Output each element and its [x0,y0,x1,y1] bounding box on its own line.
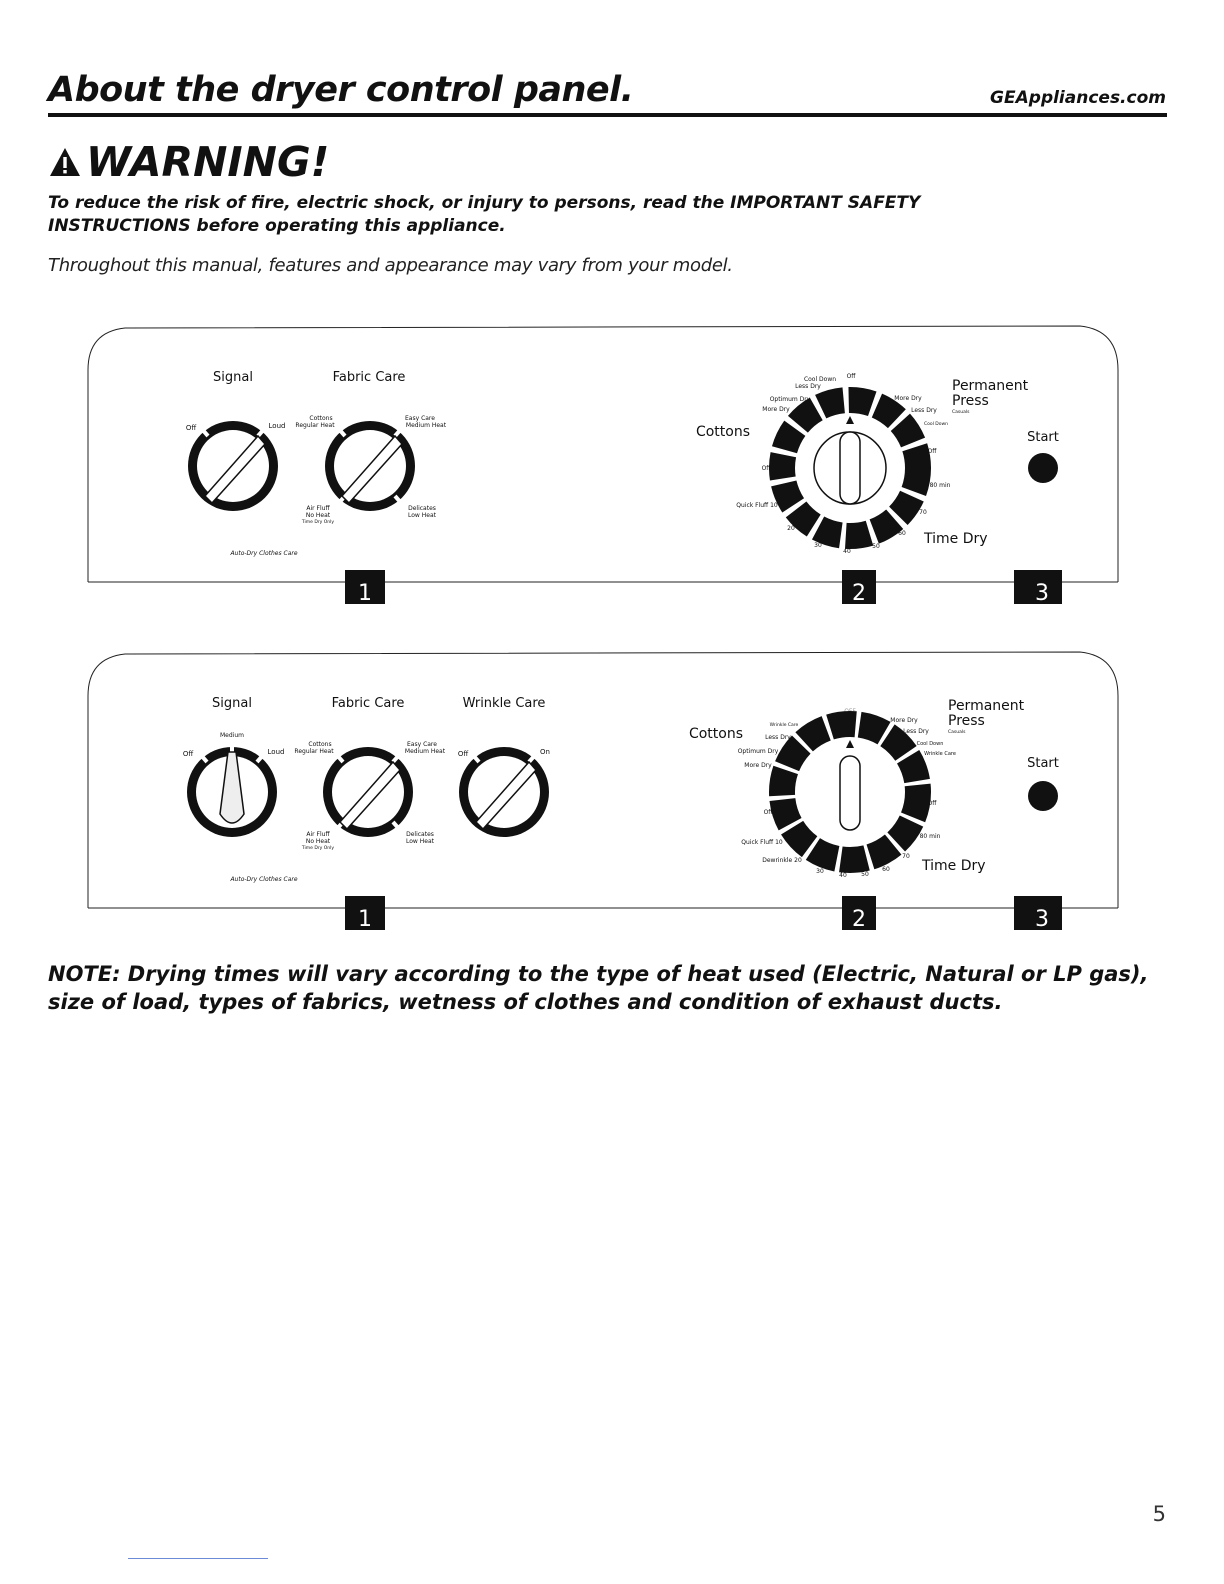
fabric-delicates-label: Delicates [408,505,436,512]
cycle-40-label: 40 [839,872,847,879]
cycle-cool-down-left-label: Cool Down [803,376,837,383]
cycle-optimum-dry-label: Optimum Dry [737,748,779,755]
marker-2 [842,570,876,606]
cycle-more-dry-right-label: More Dry [890,717,918,724]
marker-3-label: 3 [1035,581,1049,606]
fabric-care-knob[interactable] [325,421,415,511]
cycle-wrinkle-care-right-label: Wrinkle Care [924,751,956,757]
wrinkle-care-knob[interactable] [459,747,549,837]
cycle-dewrinkle-label: Dewrinkle 20 [762,857,802,864]
cycle-more-dry-left-label: More Dry [762,406,790,413]
wrinkle-on-label: On [540,748,550,756]
cycle-off-left-label: Off [761,465,771,472]
cycle-quick-fluff-label: Quick Fluff 10 [741,839,783,846]
cycle-70-label: 70 [902,853,910,860]
page-title: About the dryer control panel. [48,70,634,110]
fabric-time-dry-only-label: Time Dry Only [301,846,335,851]
cycle-40-label: 40 [843,548,851,555]
signal-off-label: Off [185,424,197,432]
fabric-no-heat-label: No Heat [305,838,331,845]
warning-text: To reduce the risk of fire, electric shock, or injury to persons, read the IMPORTANT SAFETY INSTRUCTIONS before operating this appliance. [48,193,921,236]
cycle-selector-dial[interactable] [782,724,918,860]
fabric-regular-heat-label: Regular Heat [294,748,334,755]
cycle-time-dry-label: Time Dry [924,531,988,547]
cycle-permanent-label: Permanent [952,378,1029,394]
cycle-more-dry-left-label: More Dry [744,762,772,769]
cycle-casuals-label: Casuals [948,730,966,735]
cycle-50-label: 50 [872,543,880,550]
fabric-medium-heat-label: Medium Heat [404,748,446,755]
fabric-regular-heat-label: Regular Heat [295,422,335,429]
marker-3-label: 3 [1035,907,1049,932]
fabric-air-fluff-label: Air Fluff [306,831,330,838]
cycle-cool-down-right-label: Cool Down [923,422,949,427]
cycle-press-label: Press [948,713,985,729]
marker-1-label: 1 [358,907,372,932]
cycle-less-dry-right-label: Less Dry [903,728,929,735]
marker-2-label: 2 [852,581,866,606]
fabric-delicates-label: Delicates [406,831,434,838]
cycle-more-dry-right-label: More Dry [894,395,922,402]
cycle-less-dry-left-label: Less Dry [765,734,791,741]
fabric-medium-heat-label: Medium Heat [405,422,447,429]
footer-line [128,1558,268,1559]
start-button[interactable] [1028,781,1058,811]
start-label: Start [1027,756,1059,771]
fabric-cottons-label: Cottons [308,741,332,748]
wrinkle-off-label: Off [457,750,469,758]
cycle-optimum-dry-label: Optimum Dry [769,396,811,403]
cycle-selector-dial[interactable] [782,400,918,536]
fabric-care-knob[interactable] [323,747,413,837]
fabric-care-label: Fabric Care [332,370,406,385]
control-panel-2 [0,646,1224,936]
wrinkle-care-label: Wrinkle Care [462,696,546,711]
fabric-low-heat-label: Low Heat [408,512,436,519]
cycle-press-label: Press [952,393,989,409]
cycle-off-top-label: Off [846,373,856,380]
cycle-off-right-label: Off [927,800,937,807]
fabric-cottons-label: Cottons [309,415,333,422]
cycle-quick-fluff-label: Quick Fluff 10 [736,502,778,509]
marker-3 [1014,896,1062,932]
cycle-less-dry-left-label: Less Dry [795,383,821,390]
cycle-20-label: 20 [787,525,795,532]
marker-2 [842,896,876,932]
cycle-80min-label: 80 min [929,482,951,489]
cycle-time-dry-label: Time Dry [922,858,986,874]
fabric-low-heat-label: Low Heat [406,838,434,845]
cycle-less-dry-right-label: Less Dry [911,407,937,414]
fabric-easy-care-label: Easy Care [405,415,435,422]
header-rule [48,113,1167,117]
cycle-60-label: 60 [898,530,906,537]
start-label: Start [1027,430,1059,445]
website-link[interactable]: GEAppliances.com [990,88,1166,108]
signal-medium-label: Medium [220,732,244,739]
signal-label: Signal [213,370,253,385]
marker-3 [1014,570,1062,606]
cycle-cottons-label: Cottons [695,424,751,440]
page-number: 5 [1152,1502,1166,1526]
marker-1-label: 1 [358,581,372,606]
cycle-70-label: 70 [919,509,927,516]
auto-dry-label: Auto-Dry Clothes Care [230,550,298,557]
cycle-off-left-label: Off [763,809,773,816]
signal-knob[interactable] [187,746,277,837]
fabric-easy-care-label: Easy Care [407,741,437,748]
signal-off-label: Off [182,750,194,758]
cycle-permanent-label: Permanent [948,698,1025,714]
fabric-no-heat-label: No Heat [305,512,331,519]
control-panel-1 [0,320,1224,610]
cycle-wrinkle-care-left-label: Wrinkle Care [769,723,799,728]
marker-1 [345,896,385,932]
warning-triangle-icon [48,146,82,178]
signal-loud-label: Loud [268,422,286,430]
cycle-30-label: 30 [816,868,824,875]
cycle-30-label: 30 [814,542,822,549]
signal-knob[interactable] [185,421,278,511]
cycle-60-label: 60 [882,866,890,873]
fabric-time-dry-only-label: Time Dry Only [301,520,335,525]
warning-heading [48,138,329,186]
cycle-off-right-label: Off [927,448,937,455]
fabric-air-fluff-label: Air Fluff [306,505,330,512]
cycle-off-top-label: OFF [844,708,856,715]
signal-loud-label: Loud [267,748,285,756]
cycle-casuals-label: Casuals [952,410,970,415]
marker-1 [345,570,385,606]
cycle-50-label: 50 [861,871,869,878]
marker-2-label: 2 [852,907,866,932]
auto-dry-label: Auto-Dry Clothes Care [230,876,298,883]
start-button[interactable] [1028,453,1058,483]
cycle-cool-down-right-label: Cool Down [916,741,944,747]
fabric-care-label: Fabric Care [331,696,405,711]
cycle-80min-label: 80 min [919,833,941,840]
drying-note: NOTE: Drying times will vary according to the type of heat used (Electric, Natural or LP gas), size of load, types of fabrics, wetness of clothes and condition of exhaust ducts. [48,962,1149,1014]
cycle-cottons-label: Cottons [688,726,744,742]
warning-heading-text: WARNING! [86,138,330,186]
intro-text: Throughout this manual, features and appearance may vary from your model. [48,255,733,276]
signal-label: Signal [212,696,252,711]
